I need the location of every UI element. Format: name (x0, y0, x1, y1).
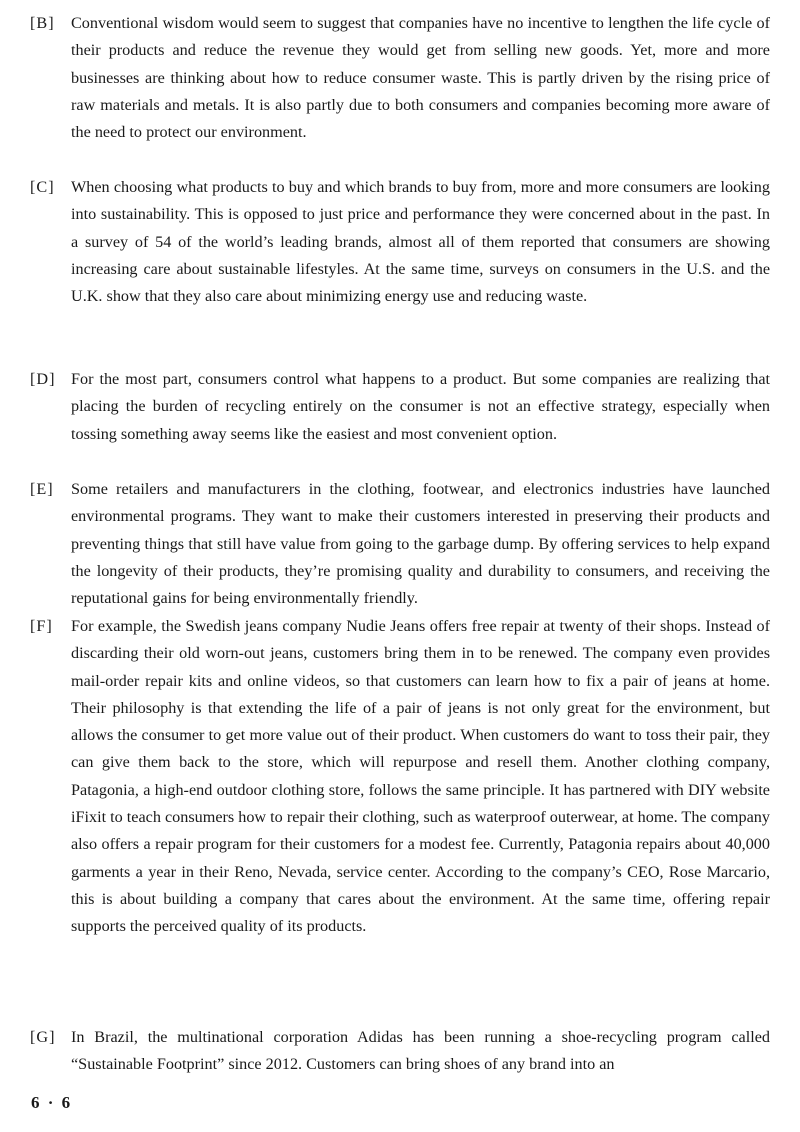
paragraph-label: [F] (30, 617, 53, 635)
paragraph-label: [B] (30, 14, 55, 32)
paragraph-label: [D] (30, 370, 56, 388)
paragraph-text: For example, the Swedish jeans company Nudie Jeans offers free repair at twenty of their shops. Instead of discarding their old worn-out jeans, customers bring them in to be renewed. The company even provides mail-order repair kits and online videos, so that customers can learn how to fix a pair of jeans at home. Their philosophy is that extending the life of a pair of jeans is not only great for the environment, but allows the consumer to get more value out of their product. When customers do want to toss their pair, they can give them back to the store, which will repurpose and resell them. Another clothing company, Patagonia, a high-end outdoor clothing store, follows the same principle. It has partnered with DIY website iFixit to teach consumers how to repair their clothing, such as waterproof outerwear, at home. The company also offers a repair program for their customers for a modest fee. Currently, Patagonia repairs about 40,000 garments a year in their Reno, Nevada, service center. According to the company’s CEO, Rose Marcario, this is about building a company that cares about the environment. At the same time, offering repair supports the perceived quality of its products. (71, 617, 770, 936)
paragraph-text: Some retailers and manufacturers in the clothing, footwear, and electronics industries have launched environmental programs. They want to make their customers interested in preserving their products and preventing things that still have value from going to the garbage dump. By offering services to help expand the longevity of their products, they’re promising quality and durability to consumers, and receiving the reputational gains for being environmentally friendly. (71, 480, 770, 608)
paragraph-f (30, 613, 770, 941)
paragraph-b (30, 10, 770, 146)
paragraph-text: When choosing what products to buy and which brands to buy from, more and more consumers are looking into sustainability. This is opposed to just price and performance they were concerned about in the past. In a survey of 54 of the world’s leading brands, almost all of them reported that consumers are showing increasing care about sustainable lifestyles. At the same time, surveys on consumers in the U.S. and the U.K. show that they also care about minimizing energy use and reducing waste. (71, 178, 770, 306)
paragraph-text: In Brazil, the multinational corporation Adidas has been running a shoe-recycling program called “Sustainable Footprint” since 2012. Customers can bring shoes of any brand into an (71, 1028, 770, 1074)
paragraph-c (30, 174, 770, 310)
page-number: 6 · 6 (31, 1093, 73, 1112)
paragraph-text: For the most part, consumers control what happens to a product. But some companies are realizing that placing the burden of recycling entirely on the consumer is not an effective strategy, especially when tossing something away seems like the easiest and most convenient option. (71, 370, 770, 443)
paragraph-g (30, 1024, 770, 1079)
paragraph-label: [C] (30, 178, 55, 196)
paragraph-label: [G] (30, 1028, 56, 1046)
paragraph-e (30, 476, 770, 612)
paragraph-d (30, 366, 770, 448)
paragraph-text: Conventional wisdom would seem to suggest that companies have no incentive to lengthen the life cycle of their products and reduce the revenue they would get from selling new goods. Yet, more and more businesses are thinking about how to reduce consumer waste. This is partly driven by the rising price of raw materials and metals. It is also partly due to both consumers and companies becoming more aware of the need to protect our environment. (71, 14, 770, 142)
paragraph-label: [E] (30, 480, 54, 498)
